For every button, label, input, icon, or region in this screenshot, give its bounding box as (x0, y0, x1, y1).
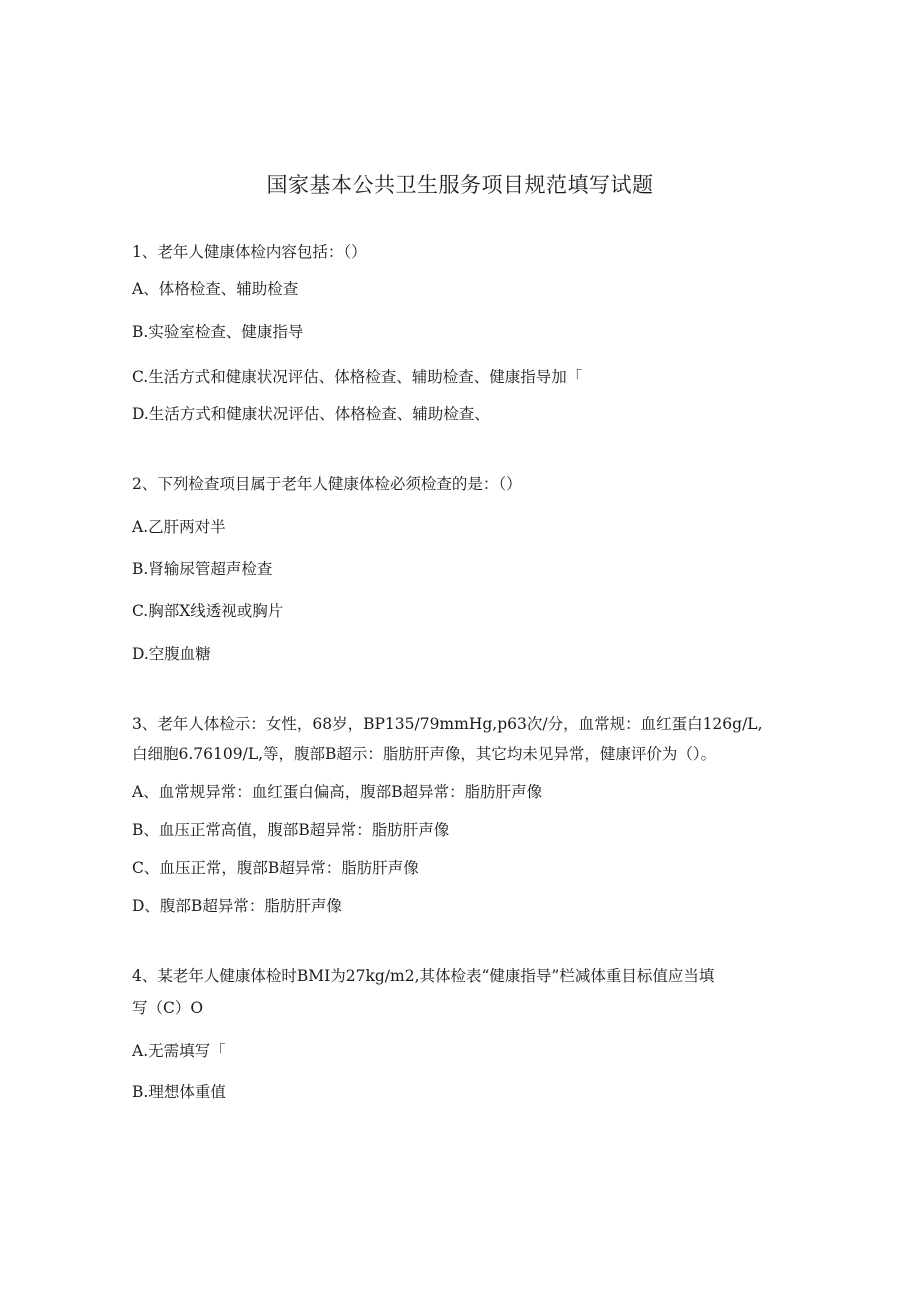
question-3-option-b: B、血压正常高值，腹部B超异常：脂肪肝声像 (132, 821, 450, 839)
question-2-option-a: A.乙肝两对半 (132, 518, 226, 536)
question-1-option-b: B.实验室检查、健康指导 (132, 323, 304, 341)
question-1-stem: 1、老年人健康体检内容包括：（） (132, 243, 367, 261)
question-3-option-d: D、腹部B超异常：脂肪肝声像 (132, 897, 342, 915)
question-4-option-b: B.理想体重值 (132, 1083, 226, 1101)
question-3-option-a: A、血常规异常：血红蛋白偏高，腹部B超异常：脂肪肝声像 (132, 783, 543, 801)
question-4-stem-line-2: 写（C）O (132, 999, 204, 1017)
question-2-option-d: D.空腹血糖 (132, 645, 211, 663)
question-2-option-c: C.胸部X线透视或胸片 (132, 602, 284, 620)
question-4-option-a: A.无需填写「 (132, 1042, 226, 1060)
question-2-option-b: B.肾输尿管超声检查 (132, 560, 273, 578)
question-3-stem-line-2: 白细胞6.76109/L,等，腹部B超示：脂肪肝声像，其它均未见异常，健康评价为（）。 (132, 745, 717, 763)
question-2-stem: 2、下列检查项目属于老年人健康体检必须检查的是：（） (132, 475, 522, 493)
question-1-option-d: D.生活方式和健康状况评估、体格检查、辅助检查、 (132, 405, 490, 423)
question-4-stem-line-1: 4、某老年人健康体检时BMI为27kg∕m2,其体检表“健康指导”栏减体重目标值应当填 (132, 967, 715, 985)
question-1-option-a: A、体格检查、辅助检查 (132, 280, 299, 298)
question-1-option-c: C.生活方式和健康状况评估、体格检查、辅助检查、健康指导加「 (132, 368, 583, 386)
question-3-option-c: C、血压正常，腹部B超异常：脂肪肝声像 (132, 859, 419, 877)
document-title: 国家基本公共卫生服务项目规范填写试题 (266, 173, 654, 197)
question-3-stem-line-1: 3、老年人体检示：女性，68岁，BP135∕79mmHg,p63次/分，血常规：血红蛋白126g/L, (132, 715, 763, 733)
